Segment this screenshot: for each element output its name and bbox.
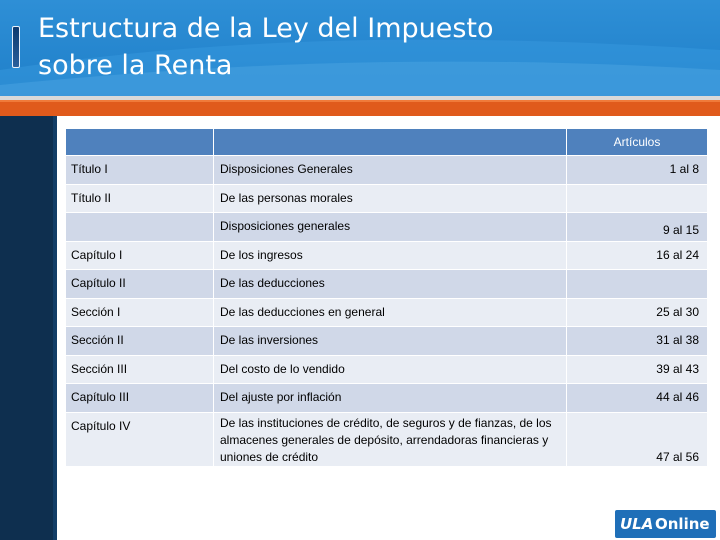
table-row (66, 156, 707, 185)
table-row (66, 270, 707, 299)
accent-stripe (0, 100, 720, 116)
description-cell: De las instituciones de crédito, de seguros y de fianzas, de los almacenes generales de depósito, arrendadoras financieras y uniones de crédito (213, 413, 566, 466)
division-cell: Sección I (71, 305, 121, 319)
table-header-row (66, 129, 707, 156)
table-row (66, 213, 707, 242)
division-cell: Sección III (71, 362, 128, 376)
table-row (66, 185, 707, 213)
division-cell (66, 213, 213, 241)
division-cell: Título II (71, 191, 112, 205)
header-cell-articles: Artículos (566, 129, 707, 155)
description-cell: Disposiciones generales (213, 213, 566, 241)
articles-cell: 31 al 38 (566, 327, 707, 355)
table-row (66, 327, 707, 356)
articles-cell: 16 al 24 (566, 242, 707, 269)
description-cell: De los ingresos (213, 242, 566, 269)
division-cell: Capítulo III (71, 390, 130, 404)
articles-cell: 9 al 15 (566, 213, 707, 241)
description-cell: De las deducciones en general (213, 299, 566, 326)
articles-cell (566, 270, 707, 298)
articles-cell-container (566, 413, 707, 466)
law-structure-table (66, 129, 707, 467)
sidebar-panel (0, 116, 53, 540)
title-marker-icon (12, 26, 20, 68)
ula-online-logo (615, 510, 716, 538)
articles-cell: 1 al 8 (566, 156, 707, 184)
header-cell-division (66, 129, 213, 155)
table-row (66, 242, 707, 270)
articles-cell: 44 al 46 (566, 384, 707, 412)
logo-text: Online (655, 515, 710, 533)
table-row (66, 413, 707, 467)
table-row (66, 356, 707, 384)
articles-cell: 47 al 56 (656, 450, 699, 464)
description-cell: Disposiciones Generales (213, 156, 566, 184)
division-cell: Capítulo I (71, 248, 123, 262)
table-row (66, 299, 707, 327)
division-cell: Sección II (71, 333, 124, 347)
division-cell: Título I (71, 162, 108, 176)
description-cell: De las personas morales (213, 185, 566, 212)
division-cell: Capítulo II (71, 276, 126, 290)
header-cell-description (213, 129, 566, 155)
description-cell: Del ajuste por inflación (213, 384, 566, 412)
slide-header (0, 0, 720, 96)
logo-mark: ULA (620, 515, 654, 533)
page-title: Estructura de la Ley del Impuesto sobre la Renta (38, 13, 494, 81)
articles-cell: 39 al 43 (566, 356, 707, 383)
table-row (66, 384, 707, 413)
description-cell: De las deducciones (213, 270, 566, 298)
articles-cell (566, 185, 707, 212)
accent-stripe-highlight (0, 100, 720, 102)
description-cell: Del costo de lo vendido (213, 356, 566, 383)
sidebar-panel-edge (53, 116, 57, 540)
description-cell: De las inversiones (213, 327, 566, 355)
division-cell: Capítulo IV (71, 419, 131, 433)
articles-cell: 25 al 30 (566, 299, 707, 326)
